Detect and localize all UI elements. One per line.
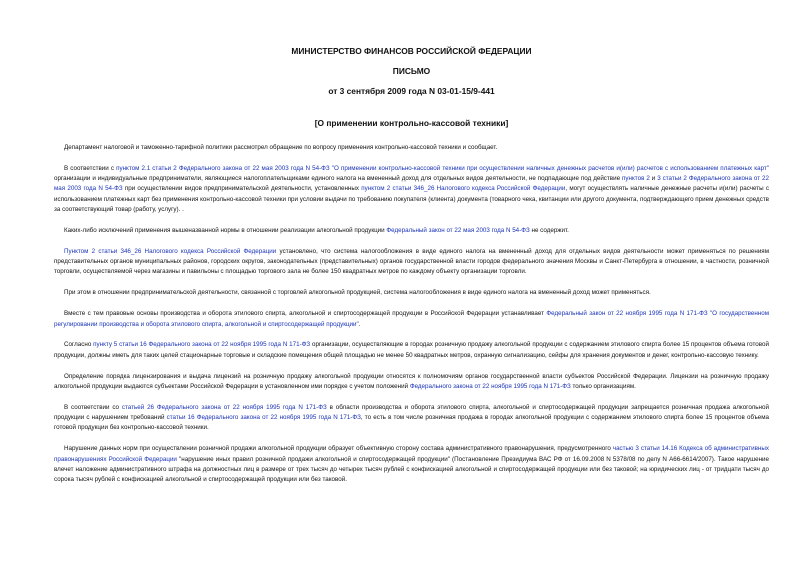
paragraph-text: .: [358, 320, 361, 328]
law-reference-link[interactable]: частью 3 статьи 14.16 Кодекса об административных правонарушениях Российской Федерации: [54, 445, 770, 463]
paragraph: [54, 309, 769, 330]
document-type: ПИСЬМО: [392, 66, 431, 76]
law-reference-link[interactable]: статьи 16 Федерального закона от 22 ноября 1995 года N 171-ФЗ: [166, 414, 361, 422]
law-reference-link[interactable]: пунктом 2 статьи 346_26 Налогового кодекса Российской Федерации: [361, 185, 566, 193]
paragraph: [54, 143, 769, 153]
law-reference-link[interactable]: Федерального закона от 22 ноября 1995 года N 171-ФЗ: [409, 382, 571, 390]
paragraph: [54, 444, 769, 485]
paragraph-text: При этом в отношении предпринимательской деятельности, связанной с торговлей алкогольной продукцией, система налогообложения в виде единого налога на вмененный доход может применяться.: [64, 289, 651, 297]
law-reference-link[interactable]: Пунктом 2 статьи 346_26 Налогового кодекса Российской Федерации: [64, 247, 277, 255]
paragraph-text: Департамент налоговой и таможенно-тарифной политики рассмотрел обращение по вопросу применения контрольно-кассовой техники и сообщает.: [64, 144, 498, 151]
paragraph: [54, 288, 769, 298]
paragraph: [54, 247, 769, 278]
paragraph-text: Вместе с тем правовые основы производства и оборота этилового спирта, алкогольной и спиртосодержащей продукции в Российской Федерации устанавливает: [64, 310, 547, 318]
law-reference-link[interactable]: Федеральный закон от 22 мая 2003 года N 54-ФЗ: [386, 226, 530, 234]
document-date-number: от 3 сентября 2009 года N 03-01-15/9-441: [328, 86, 495, 96]
paragraph-text: , то есть в том числе розничная продажа в городах алкогольной продукции с содержанием этилового спирта более 15 процентов объема готовой продукции без контрольно-кассовой техники.: [54, 414, 769, 432]
paragraph-text: не содержит.: [529, 226, 569, 234]
law-reference-link[interactable]: пунктом 2.1 статьи 2 Федерального закона от 22 мая 2003 года N 54-ФЗ "О применении контрольно-кассовой техники при осуществлении наличных денежных расчетов и(или) расчетов с использованием платежных карт": [116, 164, 769, 172]
paragraph-text: при осуществлении видов предпринимательской деятельности, установленных: [122, 185, 362, 193]
law-reference-link[interactable]: пункту 5 статьи 16 Федерального закона от 22 ноября 1995 года N 171-ФЗ: [93, 341, 311, 349]
document-subject: [О применении контрольно-кассовой техники]: [314, 118, 509, 128]
paragraph-text: организации, осуществляющие в городах розничную продажу алкогольной продукции с содержанием этилового спирта более 15 процентов объема готовой продукции, должны иметь для таких целей стационарные торговые и складские помещения общей площадью не менее 50 квадратных метров, охранную сигнализацию, сейфы для хранения документов и денег, контрольно-кассовую технику.: [54, 341, 769, 359]
paragraph-text: только организациям.: [570, 382, 636, 390]
paragraph-text: Каких-либо исключений применения вышеназванной нормы в отношении реализации алкогольной продукции: [64, 226, 387, 234]
paragraph-text: в области производства и оборота этилового спирта, алкогольной и спиртосодержащей продукции запрещается розничная продажа алкогольной продукции с нарушением требований: [54, 403, 769, 422]
paragraph-text: , могут осуществлять наличные денежные расчеты и(или) расчеты с использованием платежных карт без применения контрольно-кассовой техники при условии выдачи по требованию покупателя (клиента) документа (товарного чека, квитанции или другого документа, подтверждающего прием денежных средств за соответствующий товар (работу, услугу). .: [54, 185, 770, 214]
law-reference-link[interactable]: Федеральный закон от 22 ноября 1995 года N 171-ФЗ "О государственном регулировании производства и оборота этилового спирта, алкогольной и спиртосодержащей продукции": [54, 310, 770, 328]
ministry-heading: МИНИСТЕРСТВО ФИНАНСОВ РОССИЙСКОЙ ФЕДЕРАЦИИ: [291, 46, 532, 56]
paragraph: [54, 226, 769, 236]
law-reference-link[interactable]: пунктов 2: [622, 175, 650, 183]
document-body: [54, 143, 769, 485]
paragraph-text: Согласно: [64, 341, 94, 349]
paragraph-text: Нарушение данных норм при осуществлении розничной продажи алкогольной продукции образует объективную сторону состава административного правонарушения, предусмотренного: [64, 445, 613, 453]
paragraph-text: установлено, что система налогообложения в виде единого налога на вмененный доход для отдельных видов деятельности может применяться по решениям представительных органов муниципальных районов, городских округов, законодательных (представительных) органов государственной власти городов федерального значения Москвы и Санкт-Петербурга в отношении, в частности, розничной торговли, осуществляемой через магазины и павильоны с площадью торгового зала не более 150 квадратных метров по каждому объекту организации торговли.: [54, 247, 769, 276]
paragraph-text: В соответствии с: [64, 164, 117, 172]
law-reference-link[interactable]: статьей 26 Федерального закона от 22 ноября 1995 года N 171-ФЗ: [121, 403, 327, 411]
paragraph-text: Определение порядка лицензирования и выдача лицензий на розничную продажу алкогольной продукции относятся к полномочиям органов государственной власти субъектов Российской Федерации. Лицензии на розничную продажу алкогольной продукции выдаются субъектами Российской Федерации в установленном ими порядке с учетом положений: [54, 372, 769, 390]
law-reference-link[interactable]: 3 статьи 2 Федерального закона от 22 мая 2003 года N 54-ФЗ: [54, 175, 769, 193]
paragraph-text: В соответствии со: [64, 403, 122, 411]
paragraph-text: "нарушение иных правил розничной продажи алкогольной и спиртосодержащей продукции" (Постановление Президиума ВАС РФ от 16.09.2008 N 5378/08 по делу N А66-6614/2007). Такое нарушение влечет наложение административного штрафа на должностных лиц в размере от трех тысяч до четырех тысяч рублей с конфискацией алкогольной и спиртосодержащей продукции или без таковой; на юридических лиц - от тридцати тысяч до сорока тысяч рублей с конфискацией алкогольной и спиртосодержащей продукции или без таковой.: [54, 455, 770, 484]
paragraph: [54, 340, 769, 361]
paragraph: [54, 403, 769, 434]
paragraph: [54, 164, 769, 215]
paragraph: [54, 372, 769, 393]
paragraph-text: организации и индивидуальные предприниматели, являющиеся налогоплательщиками единого налога на вмененный доход для отдельных видов деятельности, не подпадающие под действие: [54, 175, 623, 183]
paragraph-text: и: [649, 175, 658, 183]
